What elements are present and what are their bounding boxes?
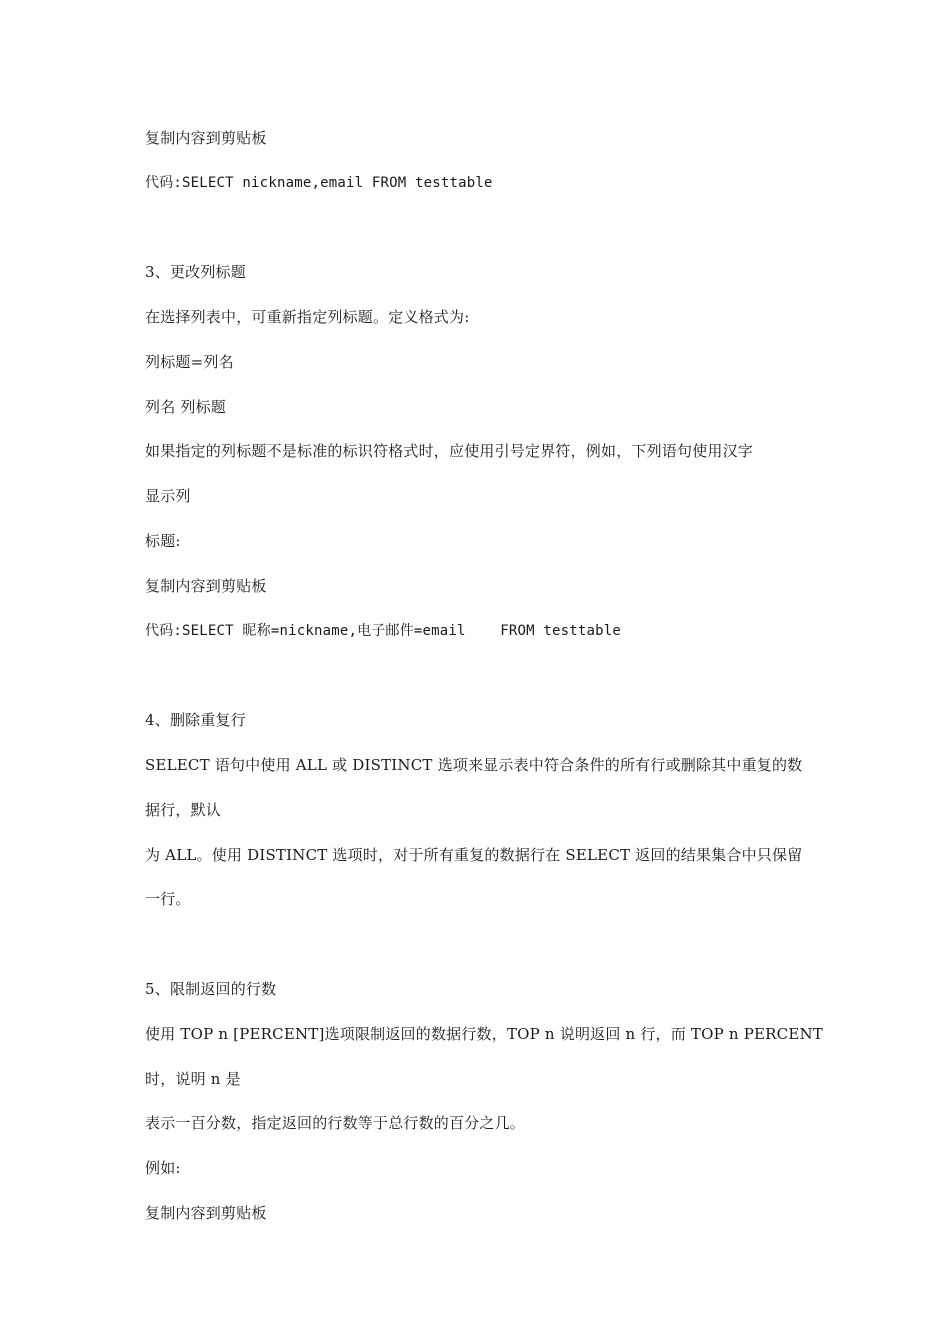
section-heading: 3、更改列标题 bbox=[145, 263, 246, 281]
code-line: 代码:SELECT nickname,email FROM testtable bbox=[145, 175, 493, 191]
paragraph-line: 列名 列标题 bbox=[145, 398, 226, 416]
paragraph-line: 时，说明 n 是 bbox=[145, 1070, 241, 1088]
section-heading: 5、限制返回的行数 bbox=[145, 980, 277, 998]
paragraph-line: 例如: bbox=[145, 1159, 181, 1177]
paragraph-line: 为 ALL。使用 DISTINCT 选项时，对于所有重复的数据行在 SELECT 返回的结果集合中只保留 bbox=[145, 846, 803, 864]
paragraph-line: 显示列 bbox=[145, 487, 191, 505]
paragraph-line: 在选择列表中，可重新指定列标题。定义格式为: bbox=[145, 308, 470, 326]
paragraph-line: 列标题=列名 bbox=[145, 353, 234, 371]
code-line: 代码:SELECT 昵称=nickname,电子邮件=email FROM testtable bbox=[145, 623, 622, 639]
copy-to-clipboard-label[interactable]: 复制内容到剪贴板 bbox=[145, 1204, 267, 1222]
copy-to-clipboard-label[interactable]: 复制内容到剪贴板 bbox=[145, 577, 267, 595]
paragraph-line: 表示一百分数，指定返回的行数等于总行数的百分之几。 bbox=[145, 1114, 526, 1132]
copy-to-clipboard-label[interactable]: 复制内容到剪贴板 bbox=[145, 129, 267, 147]
paragraph-line: 使用 TOP n [PERCENT]选项限制返回的数据行数，TOP n 说明返回 n 行，而 TOP n PERCENT bbox=[145, 1025, 824, 1043]
paragraph-line: 如果指定的列标题不是标准的标识符格式时，应使用引号定界符，例如，下列语句使用汉字 bbox=[145, 442, 754, 460]
paragraph-line: 标题: bbox=[145, 532, 181, 550]
paragraph-line: 一行。 bbox=[145, 890, 191, 908]
paragraph-line: SELECT 语句中使用 ALL 或 DISTINCT 选项来显示表中符合条件的所有行或删除其中重复的数 bbox=[145, 756, 803, 774]
paragraph-line: 据行，默认 bbox=[145, 801, 222, 819]
section-heading: 4、删除重复行 bbox=[145, 711, 246, 729]
